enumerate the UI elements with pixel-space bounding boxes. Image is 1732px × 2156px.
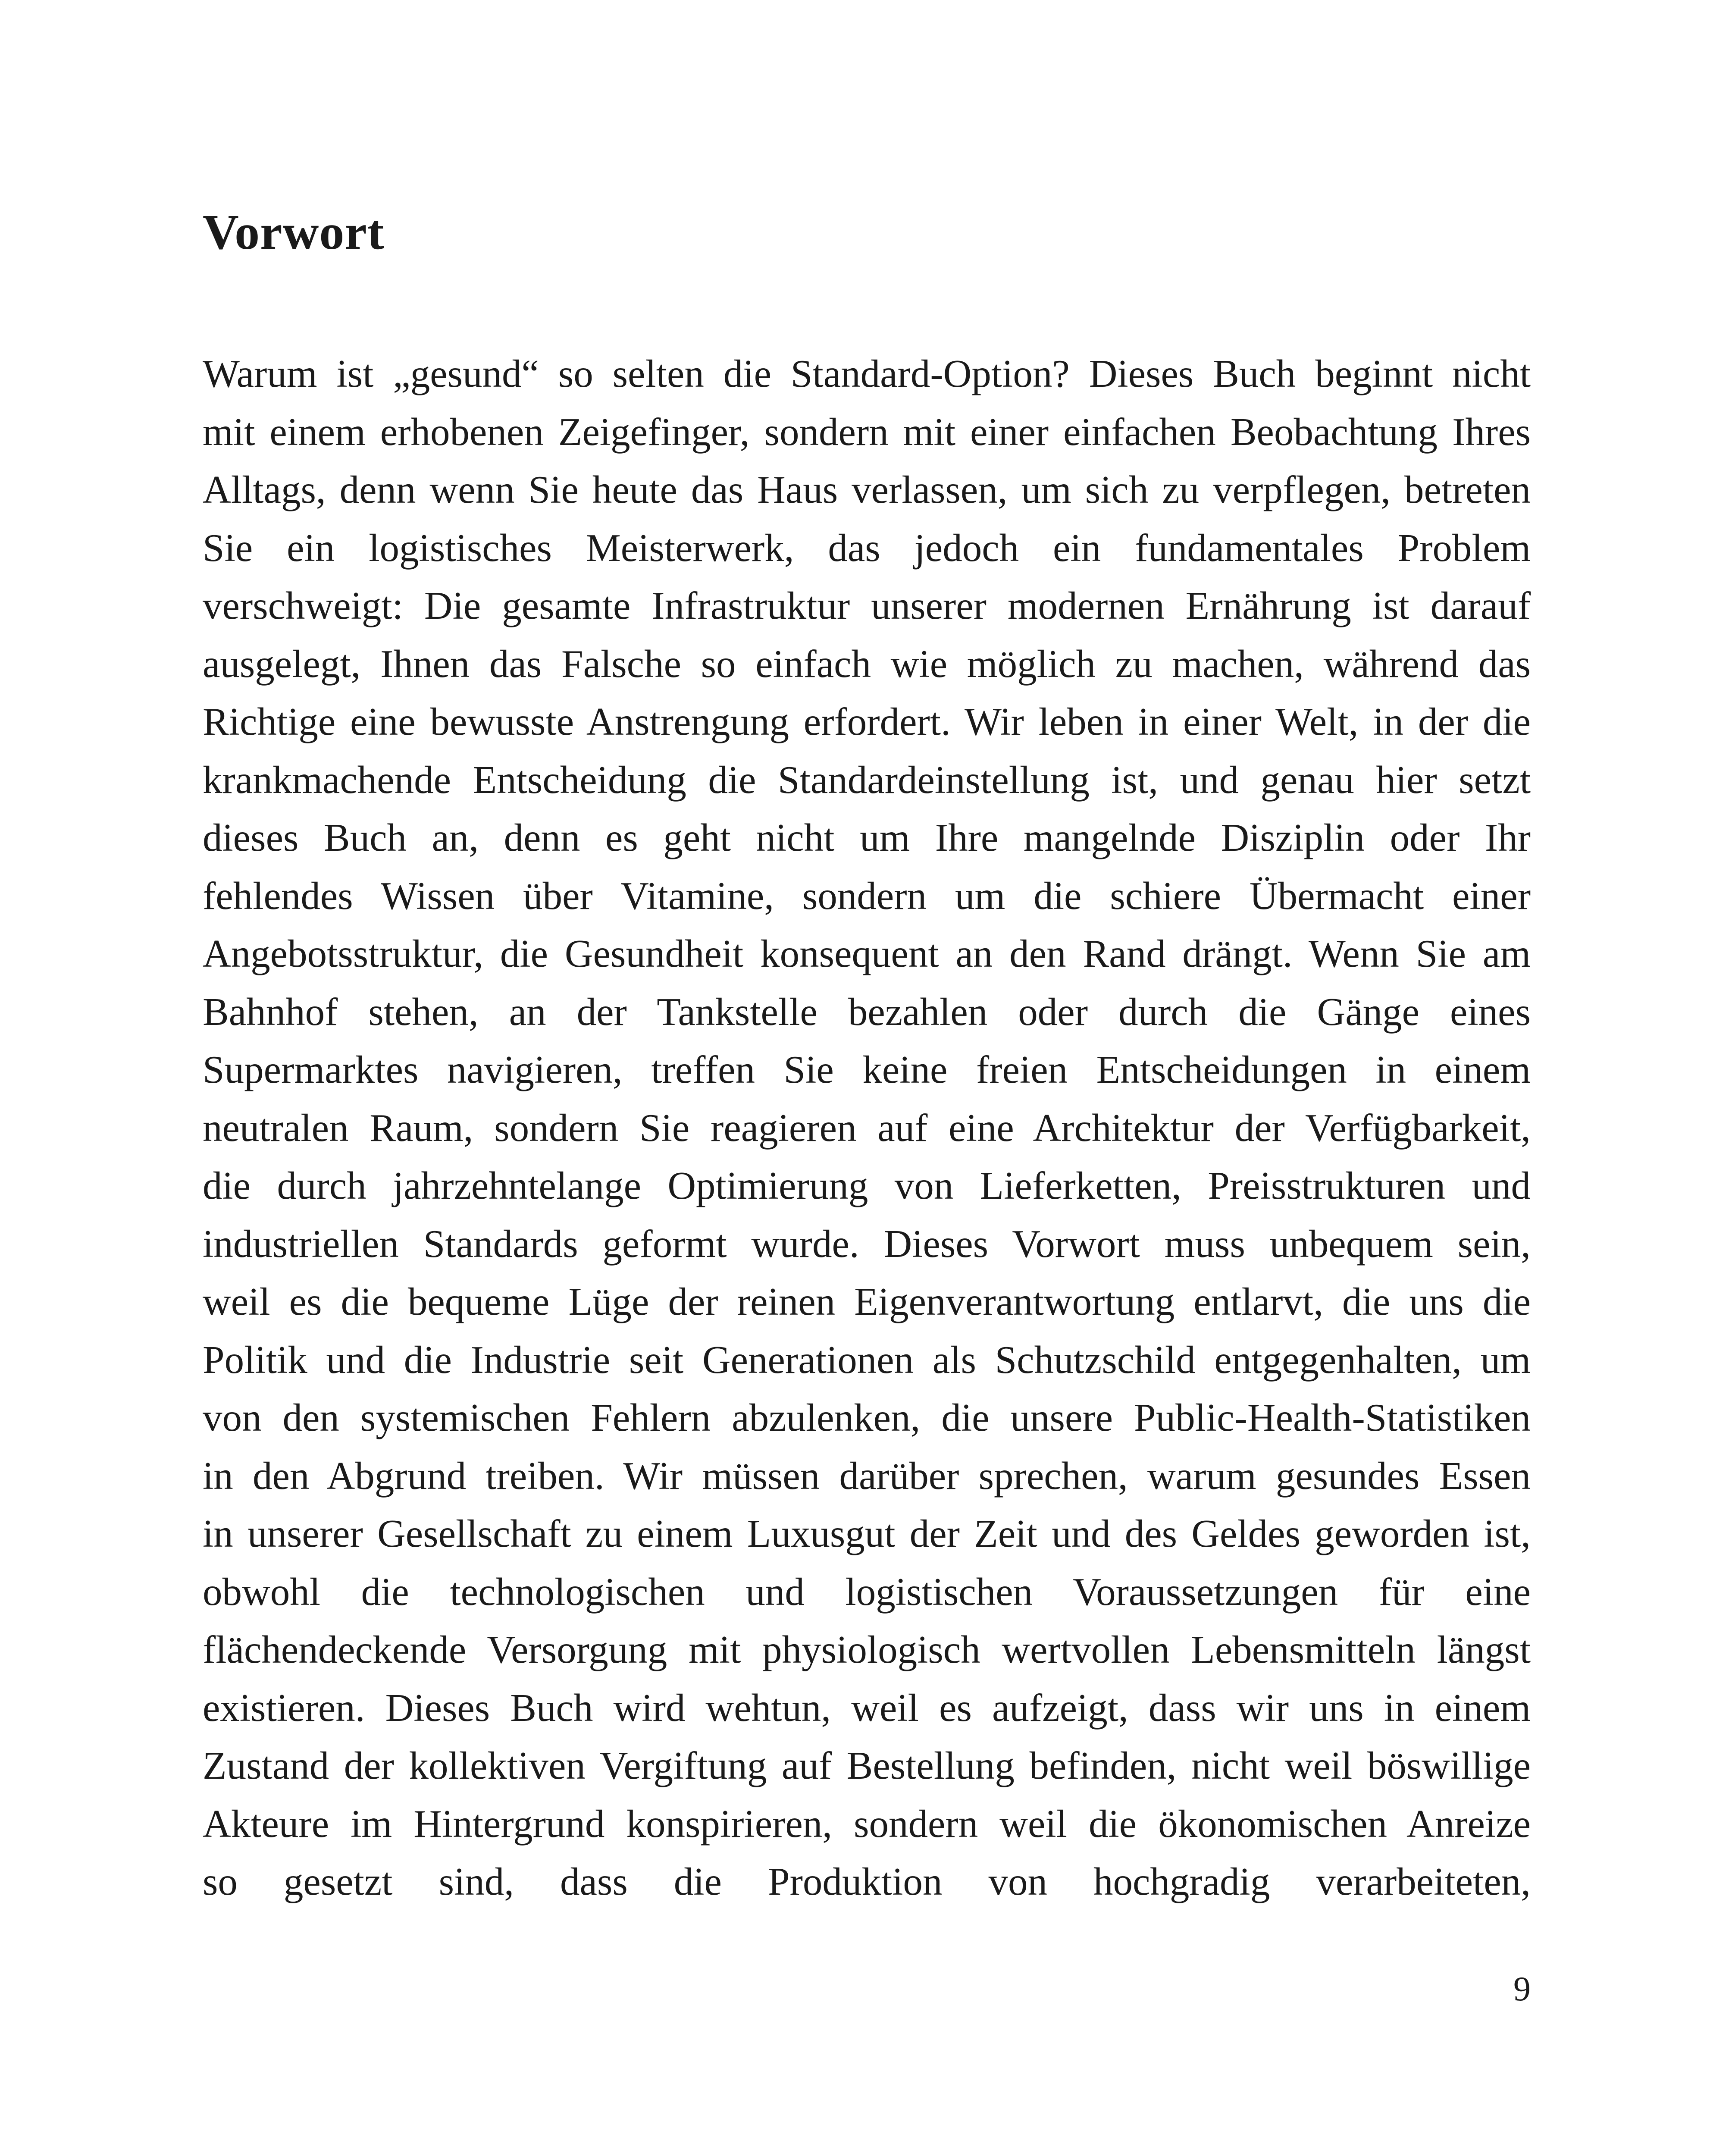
paragraph-line: existieren. Dieses Buch wird wehtun, weil es aufzeigt, dass wir uns in einem <box>203 1686 1531 1730</box>
paragraph-line: Akteure im Hintergrund konspirieren, sondern weil die ökonomischen Anreize <box>203 1802 1531 1846</box>
paragraph-line: Sie ein logistisches Meisterwerk, das jedoch ein fundamentales Problem <box>203 526 1531 570</box>
paragraph-line: Bahnhof stehen, an der Tankstelle bezahlen oder durch die Gänge eines <box>203 990 1531 1034</box>
paragraph-line: die durch jahrzehntelange Optimierung von Lieferketten, Preisstrukturen und <box>203 1164 1531 1207</box>
paragraph-line: ausgelegt, Ihnen das Falsche so einfach wie möglich zu machen, während das <box>203 642 1531 686</box>
body-paragraph <box>203 345 1531 1911</box>
paragraph-line: Richtige eine bewusste Anstrengung erfordert. Wir leben in einer Welt, in der die <box>203 700 1531 743</box>
paragraph-line: von den systemischen Fehlern abzulenken, die unsere Public-Health-Statistiken <box>203 1396 1531 1439</box>
paragraph-line: in unserer Gesellschaft zu einem Luxusgut der Zeit und des Geldes geworden ist, <box>203 1512 1531 1555</box>
paragraph-line: dieses Buch an, denn es geht nicht um Ihre mangelnde Disziplin oder Ihr <box>203 816 1531 859</box>
paragraph-line: Warum ist „gesund“ so selten die Standard-Option? Dieses Buch beginnt nicht <box>203 352 1531 395</box>
paragraph-line: so gesetzt sind, dass die Produktion von hochgradig verarbeiteten, <box>203 1860 1531 1903</box>
paragraph-line: krankmachende Entscheidung die Standardeinstellung ist, und genau hier setzt <box>203 758 1531 802</box>
paragraph-line: Angebotsstruktur, die Gesundheit konsequent an den Rand drängt. Wenn Sie am <box>203 932 1531 975</box>
paragraph-line: verschweigt: Die gesamte Infrastruktur unserer modernen Ernährung ist darauf <box>203 584 1531 627</box>
paragraph-line: flächendeckende Versorgung mit physiologisch wertvollen Lebensmitteln längst <box>203 1628 1531 1671</box>
paragraph-line: Supermarktes navigieren, treffen Sie keine freien Entscheidungen in einem <box>203 1048 1531 1091</box>
page-number: 9 <box>1513 1970 1531 2008</box>
paragraph-line: Alltags, denn wenn Sie heute das Haus verlassen, um sich zu verpflegen, betreten <box>203 468 1531 511</box>
paragraph-line: Politik und die Industrie seit Generationen als Schutzschild entgegenhalten, um <box>203 1338 1531 1382</box>
paragraph-line: neutralen Raum, sondern Sie reagieren auf eine Architektur der Verfügbarkeit, <box>203 1106 1531 1150</box>
paragraph-line: obwohl die technologischen und logistischen Voraussetzungen für eine <box>203 1570 1531 1614</box>
paragraph-line: in den Abgrund treiben. Wir müssen darüber sprechen, warum gesundes Essen <box>203 1454 1531 1498</box>
paragraph-line: mit einem erhobenen Zeigefinger, sondern mit einer einfachen Beobachtung Ihres <box>203 410 1531 454</box>
paragraph-line: Zustand der kollektiven Vergiftung auf Bestellung befinden, nicht weil böswillige <box>203 1744 1531 1787</box>
chapter-heading: Vorwort <box>203 205 385 260</box>
paragraph-line: industriellen Standards geformt wurde. Dieses Vorwort muss unbequem sein, <box>203 1222 1531 1266</box>
paragraph-line: weil es die bequeme Lüge der reinen Eigenverantwortung entlarvt, die uns die <box>203 1280 1531 1323</box>
paragraph-line: fehlendes Wissen über Vitamine, sondern um die schiere Übermacht einer <box>203 874 1531 918</box>
